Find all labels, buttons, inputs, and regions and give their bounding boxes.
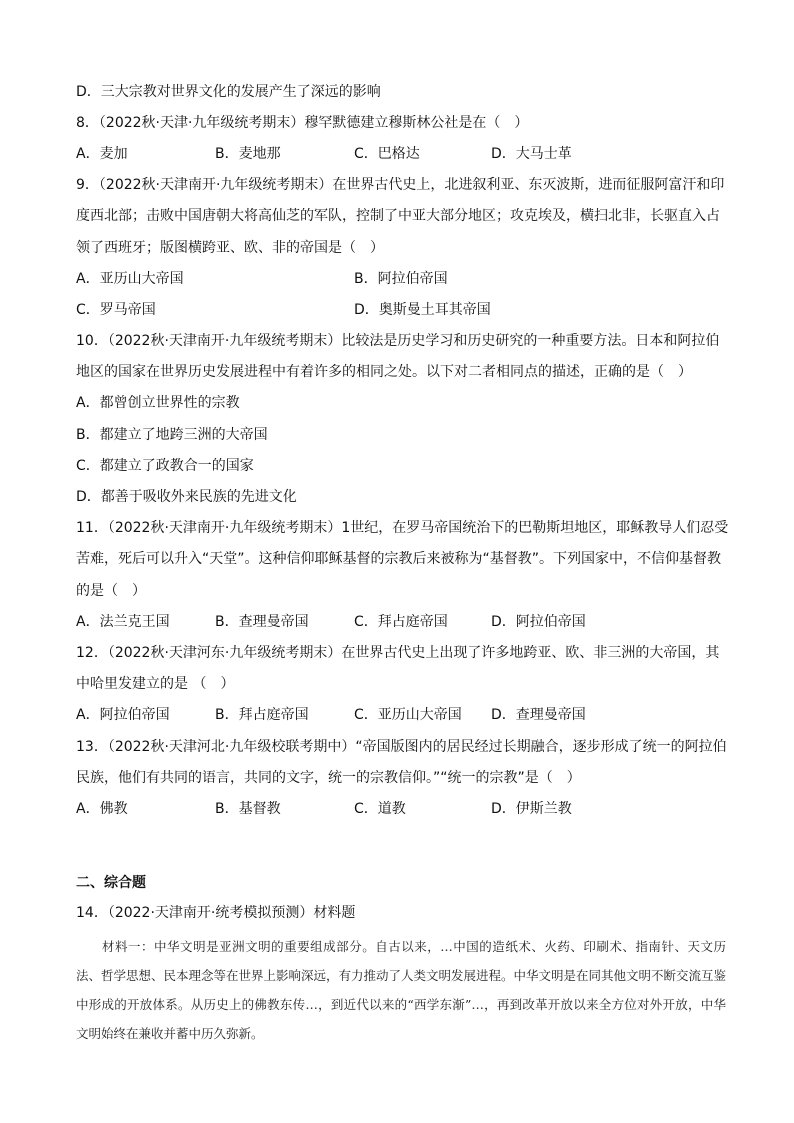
q11-option-c: C．拜占庭帝国 [354, 614, 448, 630]
q12-option-b: B．拜占庭帝国 [215, 707, 309, 723]
q11-option-d: D．阿拉伯帝国 [491, 614, 586, 630]
q11-stem-line-2: 苦难，死后可以升入“天堂”。这种信仰耶稣基督的宗教后来被称为“基督教”。下列国家中，不信仰基督教 [76, 551, 722, 567]
q12-option-d: D．查理曼帝国 [491, 707, 586, 723]
q14-material [76, 932, 726, 1048]
q7-option-d: D．三大宗教对世界文化的发展产生了深远的影响 [76, 84, 381, 100]
q10-option-a: A．都曾创立世界性的宗教 [76, 395, 240, 411]
q9-option-a: A．亚历山大帝国 [76, 271, 184, 287]
q10-option-d: D．都善于吸收外来民族的先进文化 [76, 489, 297, 505]
q10-stem-line-2: 地区的国家在世界历史发展进程中有着许多的相同之处。以下对二者相同点的描述，正确的是（ ） [76, 364, 692, 380]
q8-option-a: A．麦加 [76, 146, 128, 162]
q11-stem-line-3: 的是（ ） [76, 583, 146, 599]
q13-stem-line-1: 13．（2022秋·天津河北·九年级校联考期中）“帝国版图内的居民经过长期融合，逐步形成了统一的阿拉伯 [76, 739, 727, 755]
q8-option-c: C．巴格达 [354, 146, 420, 162]
q9-option-d: D．奥斯曼土耳其帝国 [354, 302, 491, 318]
q11-option-a: A．法兰克王国 [76, 614, 170, 630]
q10-option-c: C．都建立了政教合一的国家 [76, 458, 254, 474]
q11-stem-line-1: 11．（2022秋·天津南开·九年级统考期末）1世纪，在罗马帝国统治下的巴勒斯坦地区，耶稣教导人们忍受 [76, 520, 729, 536]
q10-option-b: B．都建立了地跨三洲的大帝国 [76, 427, 268, 443]
q13-option-c: C．道教 [354, 801, 406, 817]
q12-stem-line-1: 12．（2022秋·天津河东·九年级统考期末）在世界古代史上出现了许多地跨亚、欧、非三洲的大帝国，其 [76, 645, 720, 661]
q12-option-c: C．亚历山大帝国 [354, 707, 462, 723]
q13-stem-line-2: 民族，他们有共同的语言，共同的文字，统一的宗教信仰。”“统一的宗教”是（ ） [76, 770, 581, 786]
q13-option-a: A．佛教 [76, 801, 128, 817]
q9-stem-line-2: 度西北部；击败中国唐朝大将高仙芝的军队，控制了中亚大部分地区；攻克埃及，横扫北非，长驱直入占 [76, 208, 720, 224]
q14-stem: 14．（2022·天津南开·统考模拟预测）材料题 [76, 905, 356, 921]
q13-option-b: B．基督教 [215, 801, 281, 817]
q9-stem-line-1: 9．（2022秋·天津南开·九年级统考期末）在世界古代史上，北进叙利亚、东灭波斯，进而征服阿富汗和印 [76, 177, 725, 193]
q12-option-a: A．阿拉伯帝国 [76, 707, 170, 723]
q9-option-c: C．罗马帝国 [76, 302, 156, 318]
q11-option-b: B．查理曼帝国 [215, 614, 309, 630]
q9-stem-line-3: 领了西班牙；版图横跨亚、欧、非的帝国是（ ） [76, 240, 384, 256]
q10-stem-line-1: 10．（2022秋·天津南开·九年级统考期末）比较法是历史学习和历史研究的一种重要方法。日本和阿拉伯 [76, 333, 720, 349]
q14-material-text: 材料一：中华文明是亚洲文明的重要组成部分。自古以来，…中国的造纸术、火药、印刷术、指南针、天文历法、哲学思想、民本理念等在世界上影响深远，有力推动了人类文明发展进程。中华文明是在同其他文明不断交流互鉴中形成的开放体系。从历史上的佛教东传…，到近代以来的“西学东渐”…，再到改革开放以来全方位对外开放，中华文明始终在兼收并蓄中历久弥新。 [76, 939, 727, 1041]
q8-option-b: B．麦地那 [215, 146, 281, 162]
q9-option-b: B．阿拉伯帝国 [354, 271, 448, 287]
section-heading: 二、综合题 [76, 875, 146, 891]
q8-stem: 8．（2022秋·天津·九年级统考期末）穆罕默德建立穆斯林公社是在（ ） [76, 115, 529, 131]
q8-option-d: D．大马士革 [491, 146, 572, 162]
q13-option-d: D．伊斯兰教 [491, 801, 572, 817]
q12-stem-line-2: 中哈里发建立的是 （ ） [76, 676, 235, 692]
